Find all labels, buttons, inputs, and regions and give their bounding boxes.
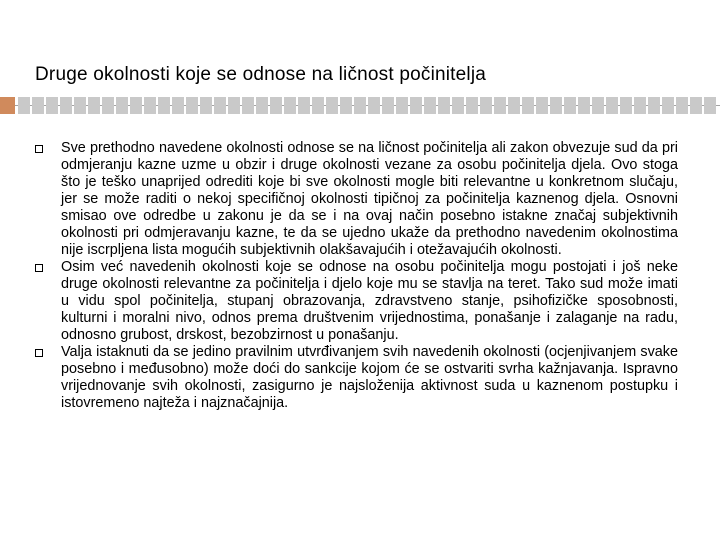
square-bullet-icon (35, 264, 43, 272)
divider-block (32, 97, 44, 114)
divider-block (452, 97, 464, 114)
divider-block (662, 97, 674, 114)
divider-block (228, 97, 240, 114)
divider-block (186, 97, 198, 114)
divider-block (144, 97, 156, 114)
divider-block (536, 97, 548, 114)
divider-block (270, 97, 282, 114)
divider-block (606, 97, 618, 114)
divider-block (214, 97, 226, 114)
bullet-text: Valja istaknuti da se jedino pravilnim utvrđivanjem svih navedenih okolnosti (ocjenjivanjem svake posebno i međusobno) može doći do sankcije kojom će se ostvariti svrha kažnjavanja. Ispravno vrijednovanje svih okolnosti, zasigurno je najsloženija aktivnost suda u kaznenom postupku i istovremeno najteža i najznačajnija. (61, 344, 678, 411)
divider-block (704, 97, 716, 114)
divider-block (620, 97, 632, 114)
divider-block (508, 97, 520, 114)
divider-block (368, 97, 380, 114)
square-bullet-icon (35, 349, 43, 357)
bullet-list (35, 140, 678, 412)
divider-block (564, 97, 576, 114)
divider-block (46, 97, 58, 114)
divider-block (396, 97, 408, 114)
divider-block (410, 97, 422, 114)
divider-block (480, 97, 492, 114)
divider-block (298, 97, 310, 114)
divider-block (172, 97, 184, 114)
bullet-item (35, 259, 678, 344)
divider-block (312, 97, 324, 114)
divider-block (354, 97, 366, 114)
divider-block (102, 97, 114, 114)
divider-block (18, 97, 30, 114)
divider-block (242, 97, 254, 114)
divider-block (340, 97, 352, 114)
divider-block (256, 97, 268, 114)
bullet-text: Sve prethodno navedene okolnosti odnose se na ličnost počinitelja ali zakon obvezuje sud da pri odmjeranju kazne uzme u obzir i druge okolnosti vezane za osobu počinitelja djela. Ovo stoga što je teško unaprijed odrediti koje bi sve okolnosti mogle biti relevantne u konkretnom slučaju, jer se može raditi o nekoj specifičnoj okolnosti tipičnoj za počinitelja kaznenog djela. Osnovni smisao ove odredbe u zakonu je da se i na ovaj način posebno istakne značaj subjektivnih okolnosti pri odmjeravanju kazne, te da se ujedno ukaže da prethodno navedenim okolnostima nije iscrpljena lista mogućih subjektivnih olakšavajućih i otežavajućih okolnosti. (61, 140, 678, 258)
divider-block (284, 97, 296, 114)
divider-block (88, 97, 100, 114)
divider-block (382, 97, 394, 114)
bullet-text: Osim već navedenih okolnosti koje se odnose na osobu počinitelja mogu postojati i još neke druge okolnosti relevantne za počinitelja i djelo koje mu se stavlja na teret. Tako sud može imati u vidu spol počinitelja, stupanj obrazovanja, zdravstveno stanje, psihofizičke sposobnosti, kulturni i moralni nivo, odnos prema društvenim vrijednostima, ponašanje i zalaganje na radu, odnosno grubost, drskost, bezobzirnost u ponašanju. (61, 259, 678, 343)
divider-accent-block (0, 97, 15, 114)
slide-title: Druge okolnosti koje se odnose na ličnost počinitelja (35, 64, 487, 85)
divider-block (522, 97, 534, 114)
divider-block (424, 97, 436, 114)
divider-block (578, 97, 590, 114)
divider-block (690, 97, 702, 114)
divider-block (494, 97, 506, 114)
divider-block (158, 97, 170, 114)
divider-block (60, 97, 72, 114)
divider-block (130, 97, 142, 114)
bullet-item (35, 140, 678, 259)
divider-decoration (18, 97, 716, 114)
divider-block (74, 97, 86, 114)
square-bullet-icon (35, 145, 43, 153)
divider-block (592, 97, 604, 114)
divider-block (648, 97, 660, 114)
divider-block (438, 97, 450, 114)
divider-block (676, 97, 688, 114)
divider-block (326, 97, 338, 114)
divider-block (466, 97, 478, 114)
divider-block (116, 97, 128, 114)
bullet-item (35, 344, 678, 412)
divider-block (634, 97, 646, 114)
divider-block (550, 97, 562, 114)
divider-block (200, 97, 212, 114)
